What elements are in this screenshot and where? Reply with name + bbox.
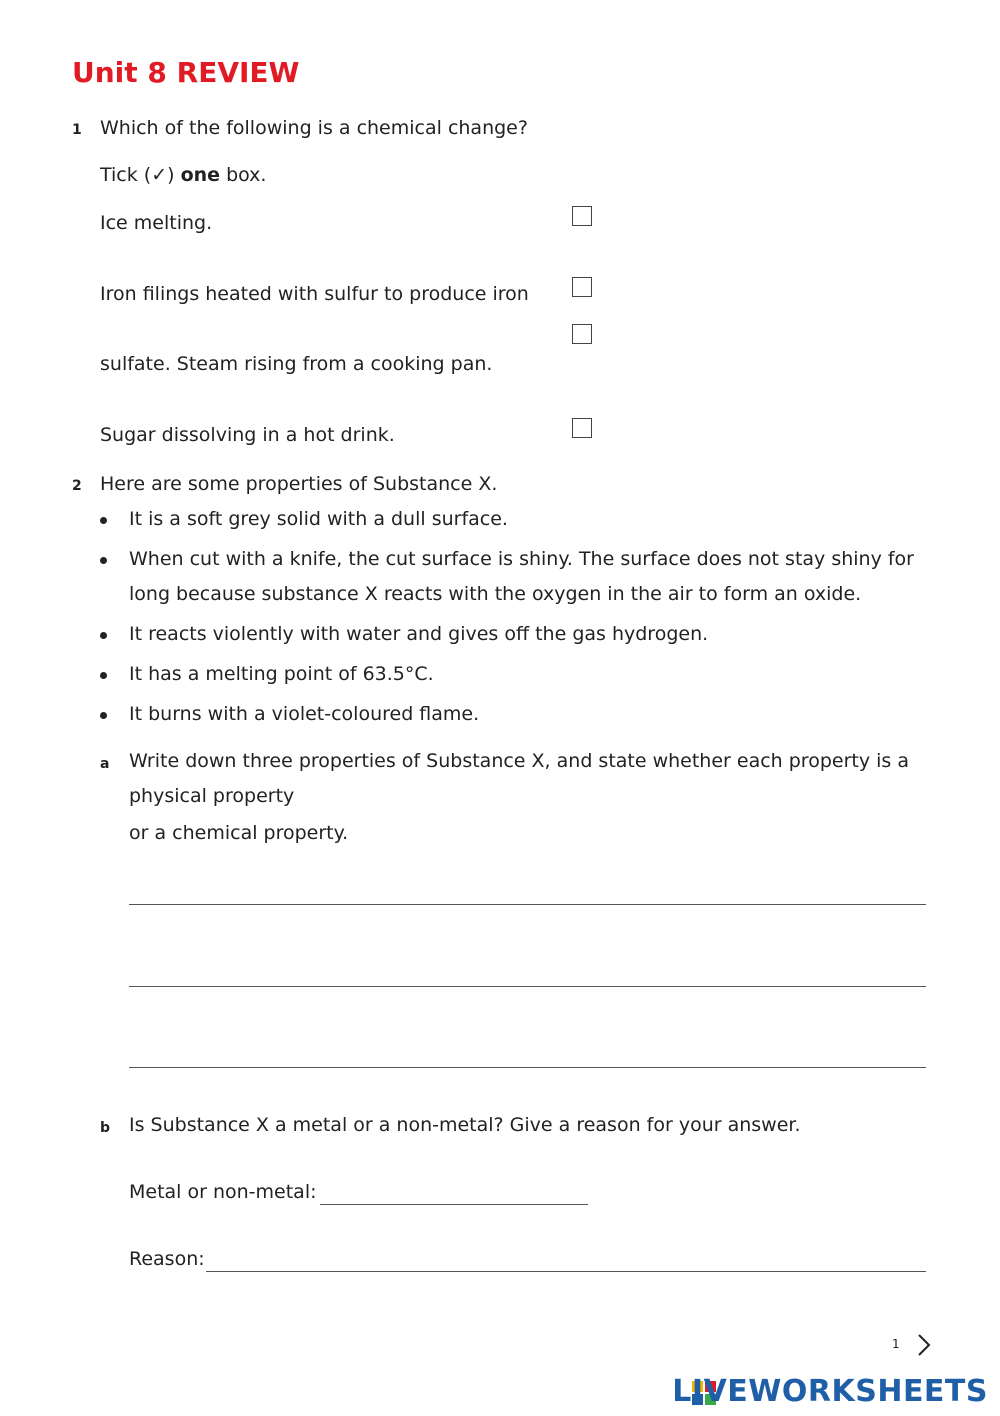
question-1-number: 1 bbox=[72, 122, 82, 138]
question-2-number: 2 bbox=[72, 478, 82, 494]
question-1-text: Which of the following is a chemical change? bbox=[100, 117, 528, 139]
checkbox-iron-filings[interactable] bbox=[572, 277, 592, 297]
question-1-instruction bbox=[100, 164, 266, 186]
bullet-icon bbox=[100, 557, 107, 564]
metal-answer-line[interactable] bbox=[320, 1204, 588, 1205]
check-mark-icon: ✓ bbox=[151, 164, 168, 186]
part-b-question: Is Substance X a metal or a non-metal? Give a reason for your answer. bbox=[129, 1114, 801, 1136]
property-3: It reacts violently with water and gives off the gas hydrogen. bbox=[129, 623, 709, 645]
instruction-mid: ) bbox=[167, 164, 181, 186]
option-ice-melting: Ice melting. bbox=[100, 212, 213, 234]
property-2-line-1: When cut with a knife, the cut surface is shiny. The surface does not stay shiny for bbox=[129, 548, 914, 570]
instruction-pre: Tick ( bbox=[100, 164, 152, 186]
bullet-icon bbox=[100, 712, 107, 719]
instruction-post: box. bbox=[220, 164, 267, 186]
answer-line-1[interactable] bbox=[129, 904, 926, 905]
option-sugar: Sugar dissolving in a hot drink. bbox=[100, 424, 395, 446]
answer-line-3[interactable] bbox=[129, 1067, 926, 1068]
brand-name: LIVEWORKSHEETS bbox=[672, 1374, 988, 1409]
reason-label: Reason: bbox=[129, 1248, 205, 1270]
property-1: It is a soft grey solid with a dull surface. bbox=[129, 508, 508, 530]
option-iron-filings: Iron filings heated with sulfur to produce iron bbox=[100, 283, 529, 305]
checkbox-steam[interactable] bbox=[572, 324, 592, 344]
part-a-line-2: physical property bbox=[129, 785, 295, 807]
checkbox-ice-melting[interactable] bbox=[572, 206, 592, 226]
property-4: It has a melting point of 63.5°C. bbox=[129, 663, 434, 685]
reason-answer-line[interactable] bbox=[206, 1271, 926, 1272]
bullet-icon bbox=[100, 632, 107, 639]
instruction-bold-one: one bbox=[180, 164, 221, 186]
question-2-intro: Here are some properties of Substance X. bbox=[100, 473, 498, 495]
part-a-line-3: or a chemical property. bbox=[129, 822, 349, 844]
bullet-icon bbox=[100, 517, 107, 524]
checkbox-sugar[interactable] bbox=[572, 418, 592, 438]
property-2-line-2: long because substance X reacts with the oxygen in the air to form an oxide. bbox=[129, 583, 862, 605]
page-number: 1 bbox=[892, 1337, 900, 1351]
metal-or-nonmetal-label: Metal or non-metal: bbox=[129, 1181, 317, 1203]
page-title: Unit 8 REVIEW bbox=[72, 56, 300, 89]
part-a-label: a bbox=[100, 756, 110, 772]
property-5: It burns with a violet-coloured flame. bbox=[129, 703, 480, 725]
bullet-icon bbox=[100, 672, 107, 679]
answer-line-2[interactable] bbox=[129, 986, 926, 987]
part-b-label: b bbox=[100, 1120, 111, 1136]
chevron-right-icon[interactable] bbox=[914, 1333, 934, 1357]
part-a-line-1: Write down three properties of Substance X, and state whether each property is a bbox=[129, 750, 909, 772]
option-steam: sulfate. Steam rising from a cooking pan. bbox=[100, 353, 493, 375]
